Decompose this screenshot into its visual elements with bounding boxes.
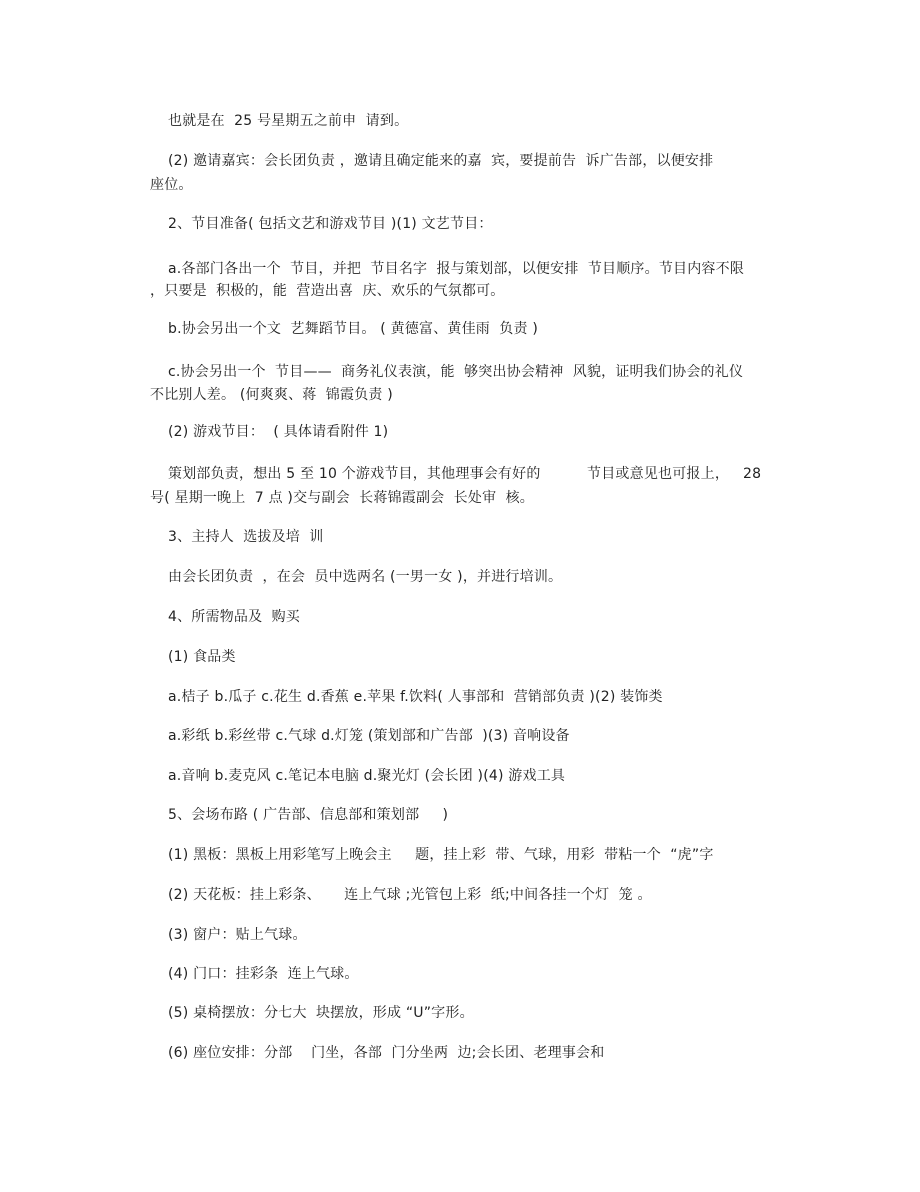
text-line: a.桔子 b.瓜子 c.花生 d.香蕉 e.苹果 f.饮料( 人事部和 营销部负责 )(2) 装饰类 (168, 689, 663, 705)
text-line: (2) 游戏节目： ( 具体请看附件 1) (168, 424, 389, 440)
text-line: 不比别人差。 (何爽爽、蒋 锦霞负责 ) (150, 387, 393, 403)
text-line: (2) 天花板：挂上彩条、 连上气球 ;光管包上彩 纸;中间各挂一个灯 笼 。 (168, 887, 652, 903)
text-line: 号( 星期一晚上 7 点 )交与副会 长蒋锦霞副会 长处审 核。 (150, 490, 534, 506)
text-line: 也就是在 25 号星期五之前申 请到。 (168, 113, 409, 129)
section-heading: 4、所需物品及 购买 (168, 609, 301, 625)
section-heading: 3、主持人 选拔及培 训 (168, 529, 324, 545)
text-line: c.协会另出一个 节目—— 商务礼仪表演，能 够突出协会精神 风貌，证明我们协会的礼仪 (168, 364, 744, 380)
text-line: 座位。 (150, 177, 193, 193)
text-line: 2、节目准备( 包括文艺和游戏节目 )(1) 文艺节目： (168, 216, 493, 232)
text-line: (3) 窗户：贴上气球。 (168, 927, 307, 943)
text-line: (1) 黑板：黑板上用彩笔写上晚会主 题，挂上彩 带、气球，用彩 带粘一个 “虎”字 (168, 847, 714, 863)
text-line: a.音响 b.麦克风 c.笔记本电脑 d.聚光灯 (会长团 )(4) 游戏工具 (168, 768, 566, 784)
text-line: (5) 桌椅摆放：分七大 块摆放，形成 “U”字形。 (168, 1005, 474, 1021)
text-line: (6) 座位安排：分部 门坐，各部 门分坐两 边;会长团、老理事会和 (168, 1045, 605, 1061)
text-line: ，只要是 积极的，能 营造出喜 庆、欢乐的气氛都可。 (150, 283, 505, 299)
text-line: 策划部负责，想出 5 至 10 个游戏节目，其他理事会有好的 节目或意见也可报上， 28 (168, 466, 762, 482)
text-line: a.各部门各出一个 节目，并把 节目名字 报与策划部，以便安排 节目顺序。节目内容不限 (168, 261, 745, 277)
text-line: 由会长团负责 ，在会 员中选两名 (一男一女 )，并进行培训。 (168, 569, 563, 585)
text-line: (1) 食品类 (168, 649, 236, 665)
text-line: (2) 邀请嘉宾：会长团负责 ，邀请且确定能来的嘉 宾，要提前告 诉广告部，以便安排 (168, 153, 714, 169)
text-line: a.彩纸 b.彩丝带 c.气球 d.灯笼 (策划部和广告部 )(3) 音响设备 (168, 728, 570, 744)
text-line: b.协会另出一个文 艺舞蹈节目。 ( 黄德富、黄佳雨 负责 ) (168, 321, 539, 337)
section-heading: 5、会场布路 ( 广告部、信息部和策划部 ) (168, 807, 449, 823)
text-line: (4) 门口：挂彩条 连上气球。 (168, 966, 359, 982)
